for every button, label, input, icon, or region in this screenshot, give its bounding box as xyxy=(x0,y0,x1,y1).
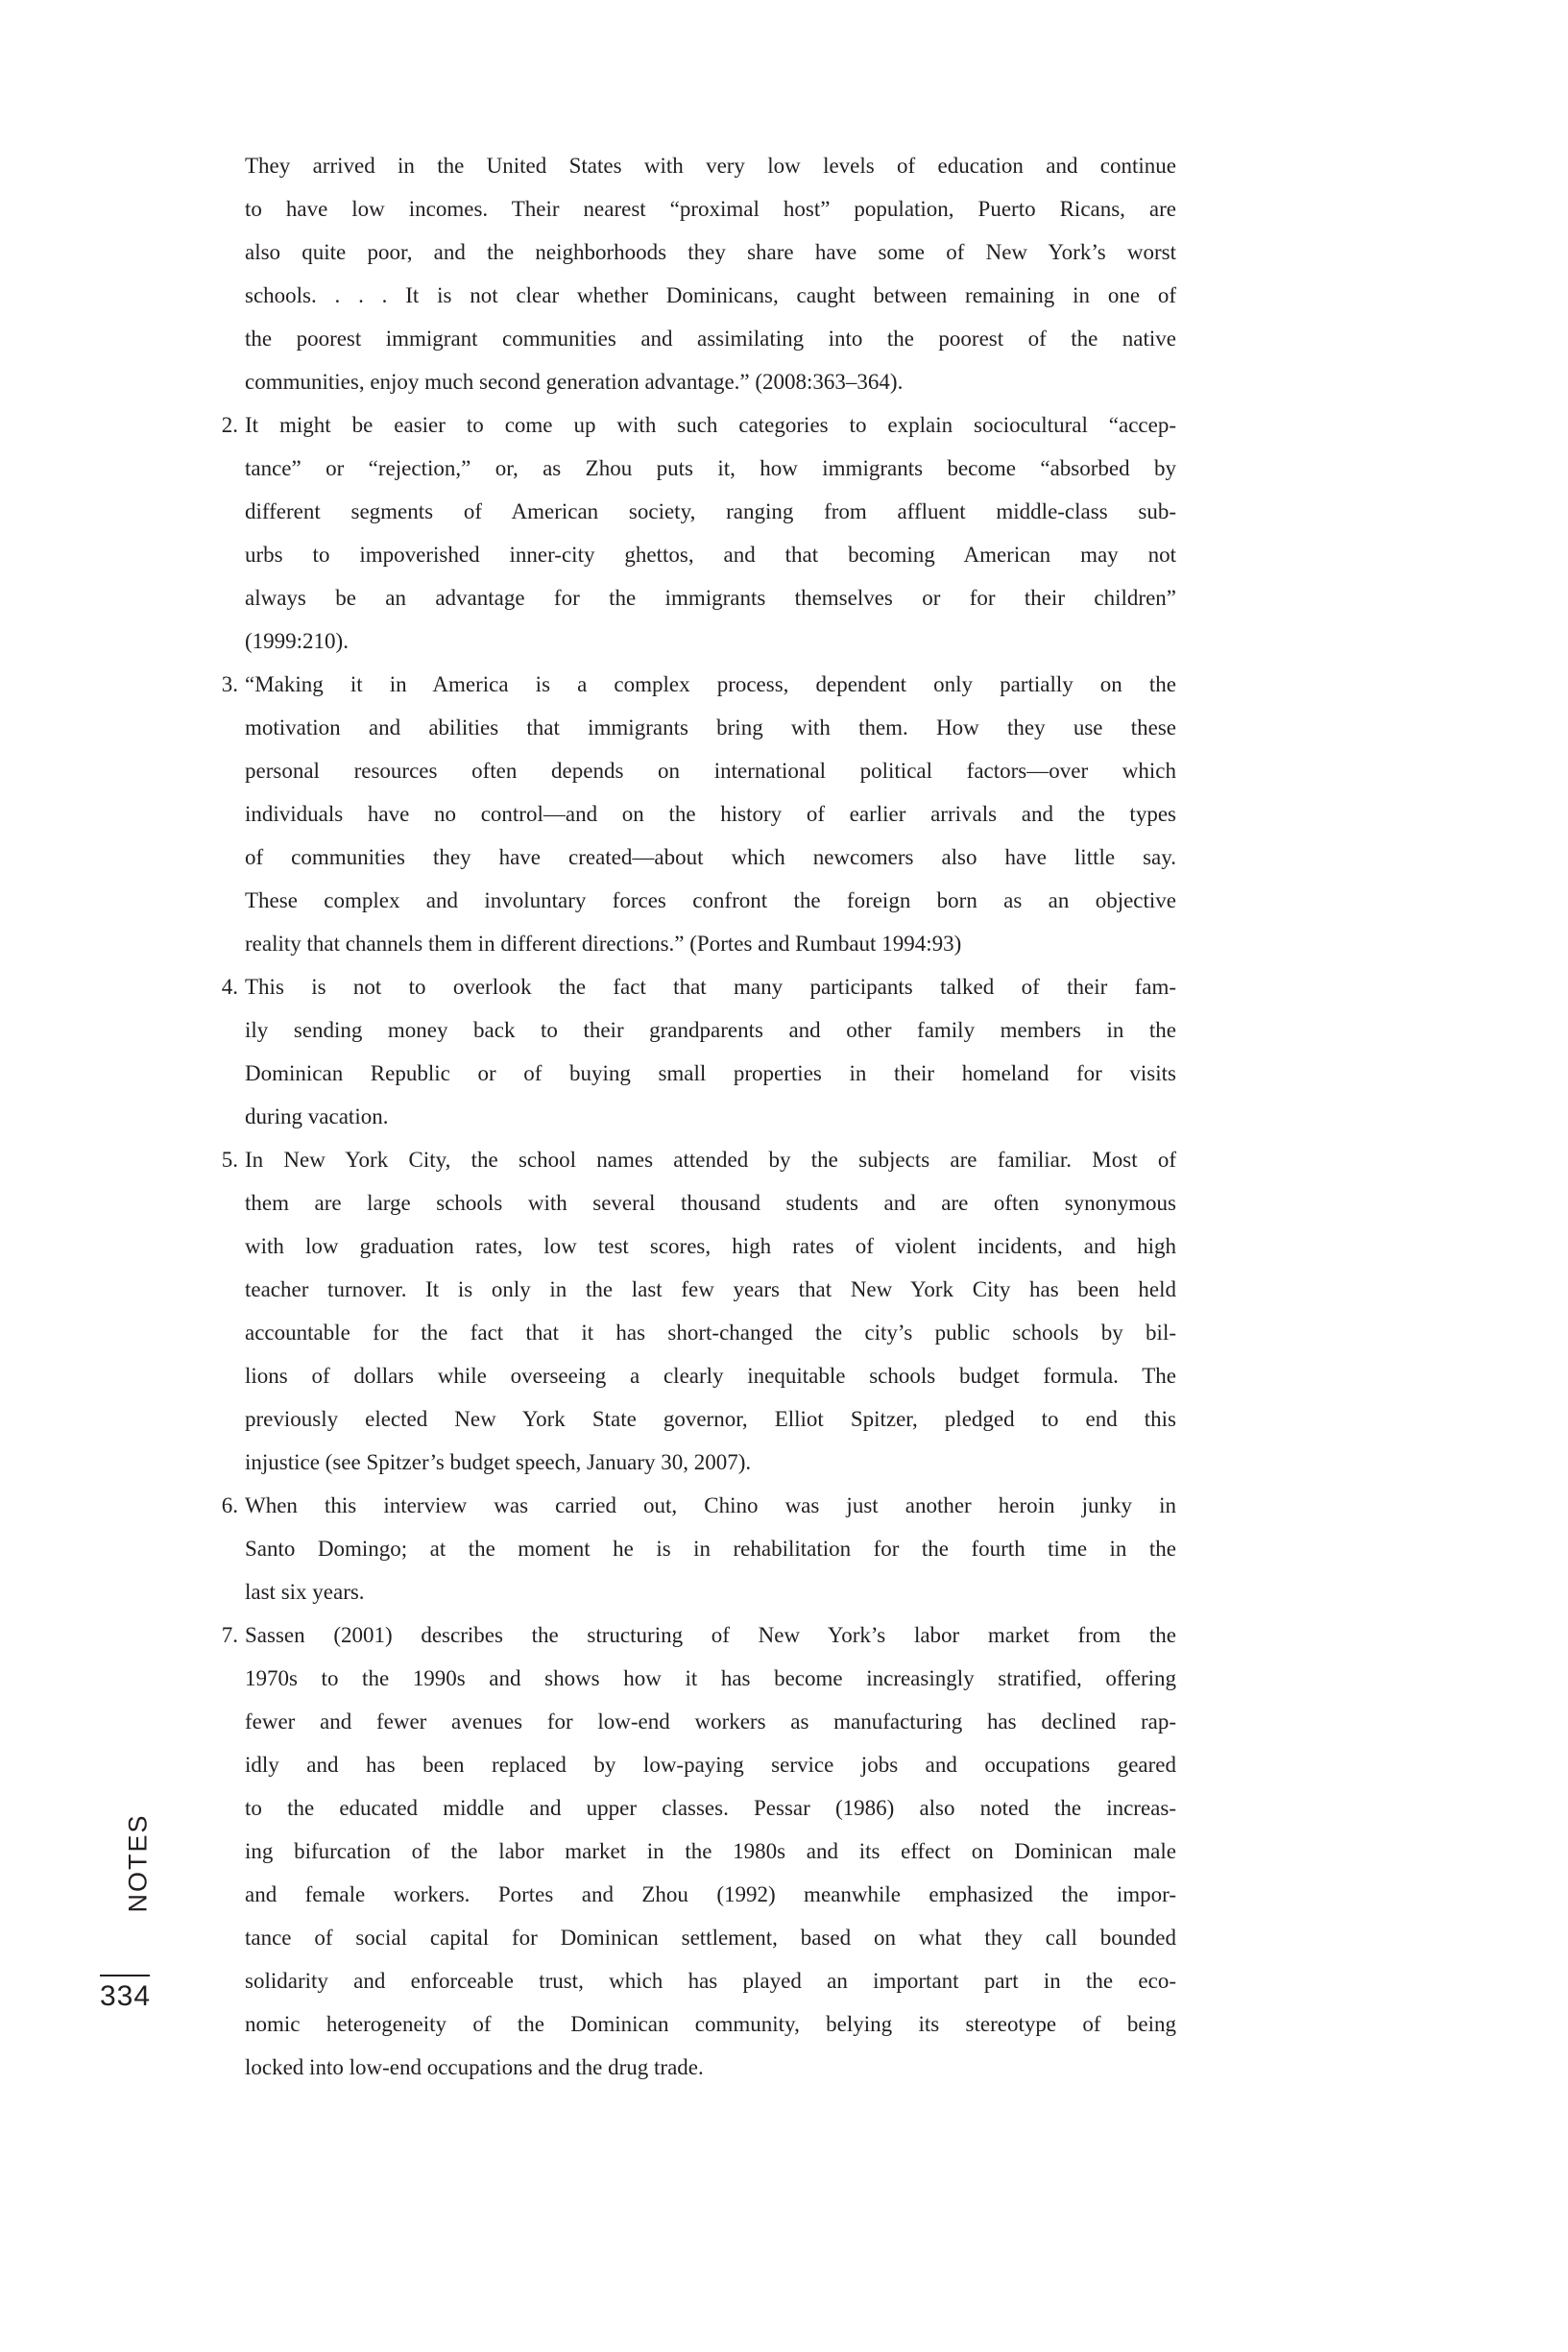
note-line: schools. . . . It is not clear whether Dominicans, caught between remaining in one of xyxy=(245,283,1176,307)
note-line: tance of social capital for Dominican settlement, based on what they call bounded xyxy=(245,1926,1176,1950)
note-line: nomic heterogeneity of the Dominican community, belying its stereotype of being xyxy=(245,2012,1176,2036)
note-number: 2. xyxy=(221,413,238,437)
note-line: different segments of American society, ranging from affluent middle-class sub- xyxy=(245,499,1176,523)
page-number: 334 xyxy=(100,1980,152,2012)
note-line: Dominican Republic or of buying small properties in their homeland for visits xyxy=(245,1061,1176,1085)
note-item xyxy=(213,663,1176,965)
note-item xyxy=(213,403,1176,663)
note-line: teacher turnover. It is only in the last few years that New York City has been held xyxy=(245,1277,1176,1301)
note-line: “Making it in America is a complex process, dependent only partially on the xyxy=(245,672,1176,696)
note-line: always be an advantage for the immigrants themselves or for their children” xyxy=(245,586,1176,610)
note-line: them are large schools with several thousand students and are often synonymous xyxy=(245,1191,1176,1215)
note-line: They arrived in the United States with very low levels of education and continue xyxy=(245,154,1176,178)
note-line: also quite poor, and the neighborhoods they share have some of New York’s worst xyxy=(245,240,1176,264)
note-line: lions of dollars while overseeing a clearly inequitable schools budget formula. The xyxy=(245,1364,1176,1388)
note-line: locked into low-end occupations and the drug trade. xyxy=(245,2055,704,2079)
note-number: 7. xyxy=(221,1623,238,1647)
note-line: ily sending money back to their grandparents and other family members in the xyxy=(245,1018,1176,1042)
note-line: the poorest immigrant communities and assimilating into the poorest of the native xyxy=(245,327,1176,351)
note-line: to the educated middle and upper classes. Pessar (1986) also noted the increas- xyxy=(245,1796,1176,1820)
note-line: previously elected New York State governor, Elliot Spitzer, pledged to end this xyxy=(245,1407,1176,1431)
note-line: 1970s to the 1990s and shows how it has become increasingly stratified, offering xyxy=(245,1666,1176,1690)
note-line: of communities they have created—about which newcomers also have little say. xyxy=(245,845,1176,869)
note-line: last six years. xyxy=(245,1580,365,1604)
note-line: accountable for the fact that it has short-changed the city’s public schools by bil- xyxy=(245,1321,1176,1345)
section-label-vertical: NOTES xyxy=(123,1813,153,1913)
note-line: tance” or “rejection,” or, as Zhou puts it, how immigrants become “absorbed by xyxy=(245,456,1176,480)
note-line: motivation and abilities that immigrants bring with them. How they use these xyxy=(245,715,1176,740)
note-line: This is not to overlook the fact that many participants talked of their fam- xyxy=(245,975,1176,999)
note-line: injustice (see Spitzer’s budget speech, January 30, 2007). xyxy=(245,1450,752,1474)
note-number: 4. xyxy=(221,975,238,999)
note-line: communities, enjoy much second generation advantage.” (2008:363–364). xyxy=(245,370,904,394)
page-number-rule xyxy=(100,1975,150,1976)
note-line: and female workers. Portes and Zhou (1992) meanwhile emphasized the impor- xyxy=(245,1882,1176,1906)
note-number: 6. xyxy=(221,1493,238,1517)
note-line: solidarity and enforceable trust, which has played an important part in the eco- xyxy=(245,1969,1176,1993)
note-line: idly and has been replaced by low-paying service jobs and occupations geared xyxy=(245,1753,1176,1777)
note-line: urbs to impoverished inner-city ghettos, and that becoming American may not xyxy=(245,543,1176,567)
note-line: reality that channels them in different directions.” (Portes and Rumbaut 1994:93) xyxy=(245,932,962,956)
notes-list xyxy=(213,144,1176,2089)
note-line: In New York City, the school names attended by the subjects are familiar. Most of xyxy=(245,1148,1176,1172)
note-line: When this interview was carried out, Chino was just another heroin junky in xyxy=(245,1493,1176,1517)
note-line: personal resources often depends on international political factors—over which xyxy=(245,759,1176,783)
note-line: Sassen (2001) describes the structuring of New York’s labor market from the xyxy=(245,1623,1176,1647)
note-line: These complex and involuntary forces confront the foreign born as an objective xyxy=(245,888,1176,912)
note-line: (1999:210). xyxy=(245,629,349,653)
note-line: during vacation. xyxy=(245,1104,389,1128)
note-line: fewer and fewer avenues for low-end workers as manufacturing has declined rap- xyxy=(245,1709,1176,1734)
note-item xyxy=(213,144,1176,403)
note-line: with low graduation rates, low test scores, high rates of violent incidents, and high xyxy=(245,1234,1176,1258)
note-line: Santo Domingo; at the moment he is in rehabilitation for the fourth time in the xyxy=(245,1537,1176,1561)
note-number: 5. xyxy=(221,1148,238,1172)
note-item xyxy=(213,1484,1176,1613)
note-item xyxy=(213,965,1176,1138)
note-line: It might be easier to come up with such categories to explain sociocultural “accep- xyxy=(245,413,1176,437)
note-item xyxy=(213,1138,1176,1484)
note-line: to have low incomes. Their nearest “proximal host” population, Puerto Ricans, are xyxy=(245,197,1176,221)
note-line: individuals have no control—and on the history of earlier arrivals and the types xyxy=(245,802,1176,826)
note-item xyxy=(213,1613,1176,2089)
note-line: ing bifurcation of the labor market in the 1980s and its effect on Dominican male xyxy=(245,1839,1176,1863)
note-number: 3. xyxy=(221,672,238,696)
